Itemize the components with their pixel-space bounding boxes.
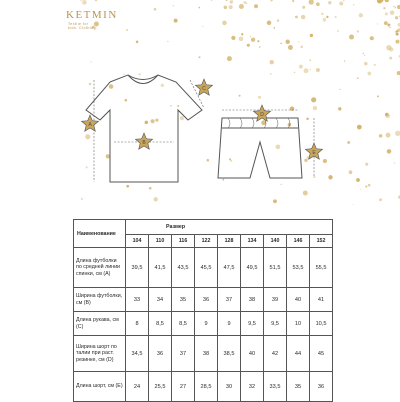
size-column-header: 128 [218, 235, 241, 248]
tshirt-drawing [86, 75, 202, 182]
measurement-value: 55,5 [310, 248, 333, 288]
measurement-value: 45 [310, 336, 333, 372]
measurement-value: 38,5 [218, 336, 241, 372]
measurement-value: 37 [218, 288, 241, 312]
measurement-value: 37 [172, 336, 195, 372]
measurement-value: 53,5 [287, 248, 310, 288]
shorts-drawing [218, 118, 302, 178]
measurement-label: Ширина футболки, см (В) [74, 288, 126, 312]
measurement-value: 9,5 [241, 312, 264, 336]
size-column-header: 140 [264, 235, 287, 248]
table-row [74, 288, 333, 312]
size-column-header: 122 [195, 235, 218, 248]
measurement-label: Длина шорт, см (Е) [74, 372, 126, 402]
size-column-header: 146 [287, 235, 310, 248]
measurement-value: 27 [172, 372, 195, 402]
measurement-value: 45,5 [195, 248, 218, 288]
name-column-header: Наименование [74, 220, 126, 248]
measurement-star-label: A [88, 122, 92, 129]
table-row [74, 312, 333, 336]
measurement-value: 8,5 [172, 312, 195, 336]
table-row [74, 248, 333, 288]
brand-tagline: Textile for kids. Clothing. [68, 22, 98, 30]
measurement-label: Ширина шорт по талии при раст. резинке, см (D) [74, 336, 126, 372]
brand-logo: KETMIN [66, 9, 118, 21]
measurement-value: 42 [264, 336, 287, 372]
measurement-value: 10 [287, 312, 310, 336]
measurement-value: 36 [149, 336, 172, 372]
size-column-header: 116 [172, 235, 195, 248]
measurement-value: 49,5 [241, 248, 264, 288]
measurement-value: 36 [195, 288, 218, 312]
size-group-header: Размер [126, 220, 333, 235]
measurement-star-label: B [142, 140, 146, 147]
size-column-header: 134 [241, 235, 264, 248]
measurement-value: 24 [126, 372, 149, 402]
measurement-star-icon [195, 79, 212, 95]
measurement-value: 8 [126, 312, 149, 336]
garment-diagram [70, 70, 340, 210]
size-column-header: 104 [126, 235, 149, 248]
size-table [73, 219, 333, 402]
measurement-star-label: D [260, 112, 264, 119]
table-row [74, 336, 333, 372]
measurement-value: 43,5 [172, 248, 195, 288]
measurement-value: 35 [172, 288, 195, 312]
measurement-value: 10,5 [310, 312, 333, 336]
measurement-star-icon [135, 133, 152, 149]
measurement-value: 51,5 [264, 248, 287, 288]
measurement-value: 38 [241, 288, 264, 312]
measurement-value: 41 [310, 288, 333, 312]
measurement-value: 9,5 [264, 312, 287, 336]
measurement-value: 39,5 [126, 248, 149, 288]
measurement-value: 32 [241, 372, 264, 402]
measurement-value: 35 [287, 372, 310, 402]
measurement-value: 25,5 [149, 372, 172, 402]
measurement-value: 33,5 [264, 372, 287, 402]
measurement-value: 47,5 [218, 248, 241, 288]
size-column-header: 152 [310, 235, 333, 248]
measurement-value: 44 [287, 336, 310, 372]
measurement-star-label: E [312, 150, 316, 157]
measurement-value: 38 [195, 336, 218, 372]
measurement-value: 34 [149, 288, 172, 312]
measurement-star-icon [253, 105, 270, 121]
measurement-value: 41,5 [149, 248, 172, 288]
size-table-wrap [73, 219, 332, 402]
size-column-header: 110 [149, 235, 172, 248]
measurement-label: Длина футболки по средней линии спинки, см (А) [74, 248, 126, 288]
measurement-label: Длина рукава, см (С) [74, 312, 126, 336]
measurement-value: 28,5 [195, 372, 218, 402]
measurement-value: 36 [310, 372, 333, 402]
measurement-value: 34,5 [126, 336, 149, 372]
measurement-value: 33 [126, 288, 149, 312]
measurement-value: 40 [241, 336, 264, 372]
measurement-value: 9 [218, 312, 241, 336]
measurement-value: 9 [195, 312, 218, 336]
measurement-value: 40 [287, 288, 310, 312]
measurement-value: 30 [218, 372, 241, 402]
measurement-star-label: C [202, 86, 206, 93]
measurement-value: 39 [264, 288, 287, 312]
measurement-value: 8,5 [149, 312, 172, 336]
table-row [74, 372, 333, 402]
